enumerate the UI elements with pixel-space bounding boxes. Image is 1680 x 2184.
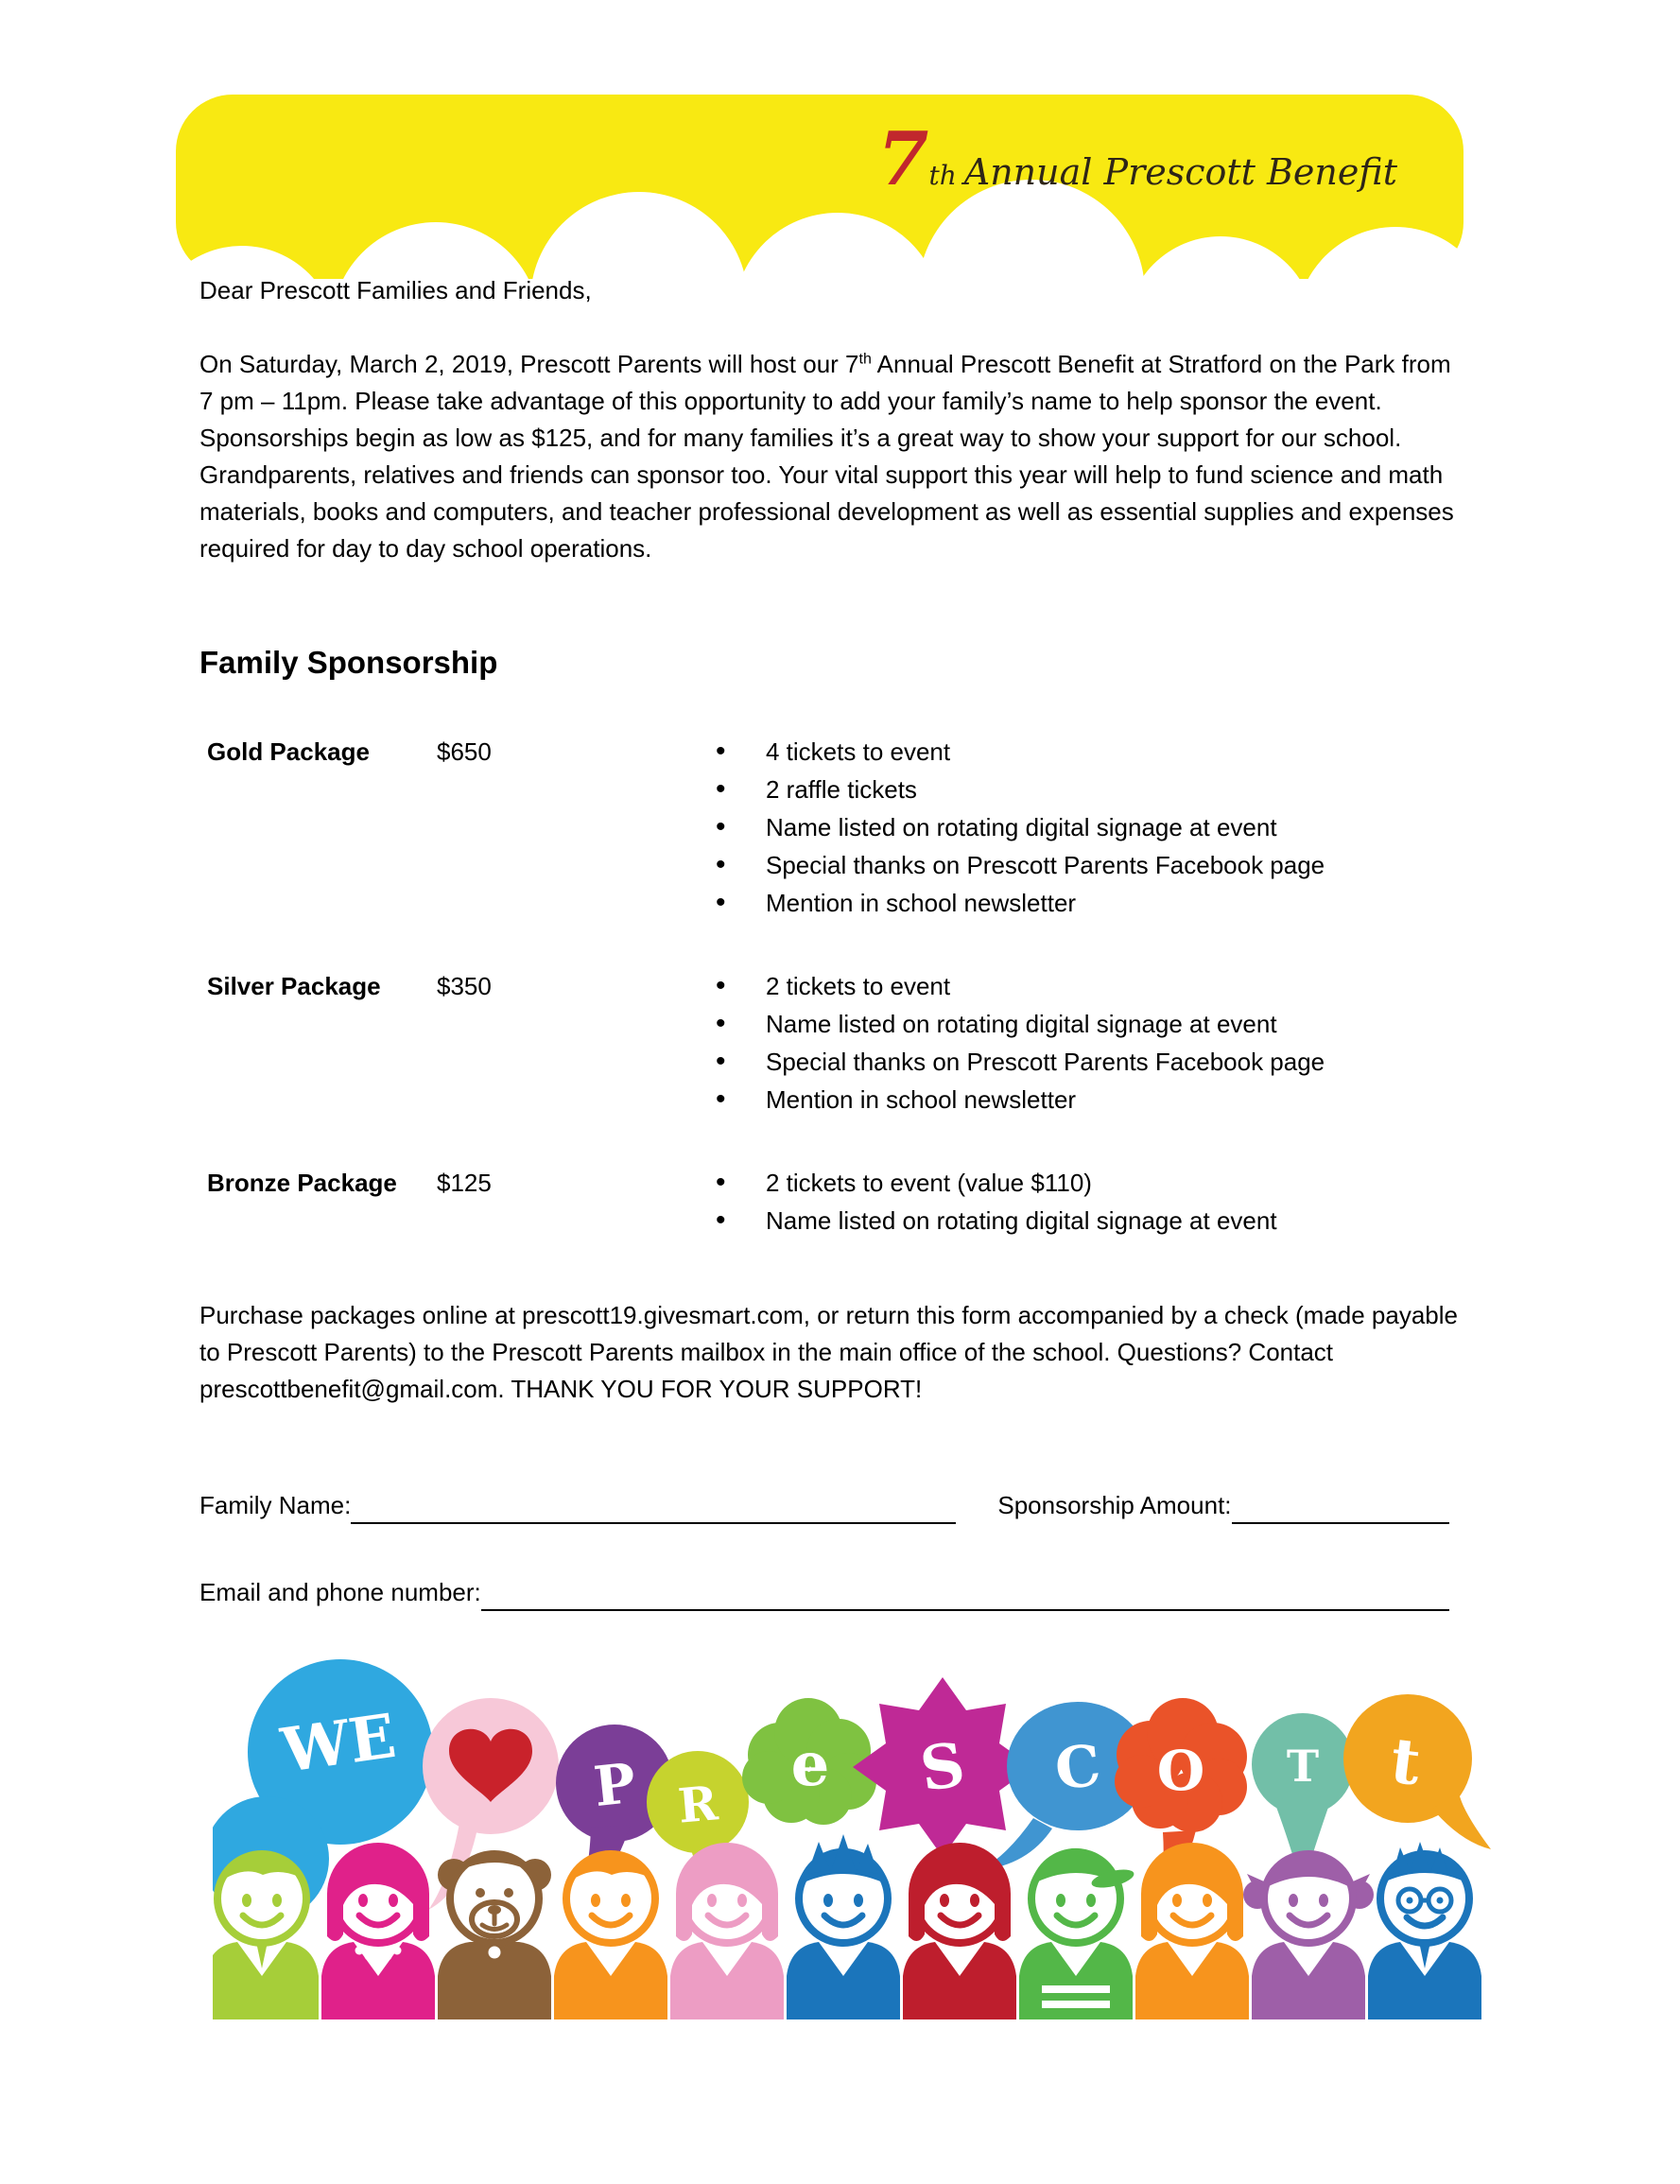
kid-figure-orange-boy <box>554 1853 667 2019</box>
kid-figure-purple-pigtail-girl <box>1243 1852 1374 2019</box>
purchase-paragraph: Purchase packages online at prescott19.givesmart.com, or return this form accompanied by a check (made payable to Prescott Parents) to the Prescott Parents mailbox in the main office of the school. Questions? Contact prescottbenefit@gmail.com. THANK YOU FOR YOUR SUPPORT! <box>199 1301 1459 1403</box>
form-row-name-amount <box>199 1481 1449 1524</box>
family-name-label: Family Name: <box>199 1491 352 1519</box>
package-benefits <box>716 733 1472 922</box>
package-price: $350 <box>437 972 492 1000</box>
package-benefits <box>716 967 1472 1118</box>
we-text: WE <box>277 1700 401 1788</box>
package-benefits <box>716 1164 1472 1239</box>
package-row-silver <box>199 967 1472 1118</box>
banner-title-number: 7 <box>877 116 929 202</box>
bubble-letter-c: C <box>1051 1732 1104 1804</box>
sponsorship-amount-label: Sponsorship Amount: <box>997 1491 1232 1519</box>
intro-text-start: On Saturday, March 2, 2019, Prescott Parents will host our 7 <box>199 350 859 378</box>
kid-figure-green-cap-boy <box>1019 1848 1135 2019</box>
intro-paragraph <box>199 346 1471 567</box>
benefit-item: • Mention in school newsletter <box>716 1081 1472 1118</box>
packages-list <box>199 733 1472 1285</box>
intro-ordinal-sup: th <box>858 351 872 368</box>
package-name: Gold Package <box>207 737 370 766</box>
package-row-bronze <box>199 1164 1472 1239</box>
bubble-letter-t2: t <box>1386 1723 1425 1800</box>
package-name: Silver Package <box>207 972 381 1000</box>
email-phone-label: Email and phone number: <box>199 1578 481 1606</box>
salutation: Dear Prescott Families and Friends, <box>199 276 592 304</box>
package-price: $650 <box>437 737 492 766</box>
form-row-email-phone <box>199 1568 1449 1611</box>
benefit-item: • Special thanks on Prescott Parents Facebook page <box>716 846 1472 884</box>
bubble-letter-e: e <box>790 1729 830 1800</box>
bubble-letter-r: R <box>675 1775 720 1834</box>
benefit-item: • 2 tickets to event <box>716 967 1472 1005</box>
benefit-item: • Name listed on rotating digital signage at event <box>716 1202 1472 1239</box>
kid-figure-glasses-boy <box>1368 1842 1481 2019</box>
kid-figure-pink-girl <box>670 1843 784 2019</box>
we-love-prescott-artwork <box>213 1643 1491 2031</box>
package-name: Bronze Package <box>207 1169 397 1197</box>
bubble-letter-p: P <box>590 1750 639 1820</box>
bubble-letter-t: T <box>1286 1741 1320 1792</box>
banner-title-ordinal: th <box>928 160 957 191</box>
benefit-item: • Mention in school newsletter <box>716 884 1472 922</box>
package-price: $125 <box>437 1169 492 1197</box>
benefit-item: • 2 tickets to event (value $110) <box>716 1164 1472 1202</box>
benefit-item: • 4 tickets to event <box>716 733 1472 771</box>
artwork-graphic <box>213 1643 1491 2031</box>
banner-title <box>877 116 1397 202</box>
kid-figure-red-girl <box>903 1843 1016 2019</box>
banner <box>176 95 1464 298</box>
dog-figure <box>438 1854 551 2019</box>
email-phone-line <box>481 1571 1449 1611</box>
kid-figure-magenta-girl <box>321 1843 435 2019</box>
sponsorship-amount-line <box>1232 1484 1449 1524</box>
kid-figure-blue-spiky-boy <box>787 1834 900 2019</box>
package-row-gold <box>199 733 1472 922</box>
section-heading: Family Sponsorship <box>199 645 498 680</box>
intro-text-end: Annual Prescott Benefit at Stratford on the Park from 7 pm – 11pm. Please take advantage of this opportunity to add your family’s name to help sponsor the event. Sponsorships begin as low as $125, and for many families it’s a great way to show your support for our school. Grandparents, relatives and friends can sponsor too. Your vital support this year will help to fund science and math materials, books and computers, and teacher professional development as well as essential supplies and expenses required for day to day school operations. <box>199 350 1454 563</box>
benefit-item: • 2 raffle tickets <box>716 771 1472 808</box>
benefit-item: • Name listed on rotating digital signage at event <box>716 1005 1472 1043</box>
family-name-line <box>351 1484 956 1524</box>
kid-figure-orange-girl <box>1135 1843 1249 2019</box>
bubble-letter-s: S <box>915 1729 970 1806</box>
kid-figure-lime-boy <box>213 1853 319 2019</box>
benefit-item: • Special thanks on Prescott Parents Facebook page <box>716 1043 1472 1081</box>
bubble-letter-o: O <box>1156 1739 1205 1803</box>
benefit-item: • Name listed on rotating digital signage at event <box>716 808 1472 846</box>
banner-title-text: Annual Prescott Benefit <box>963 151 1397 193</box>
